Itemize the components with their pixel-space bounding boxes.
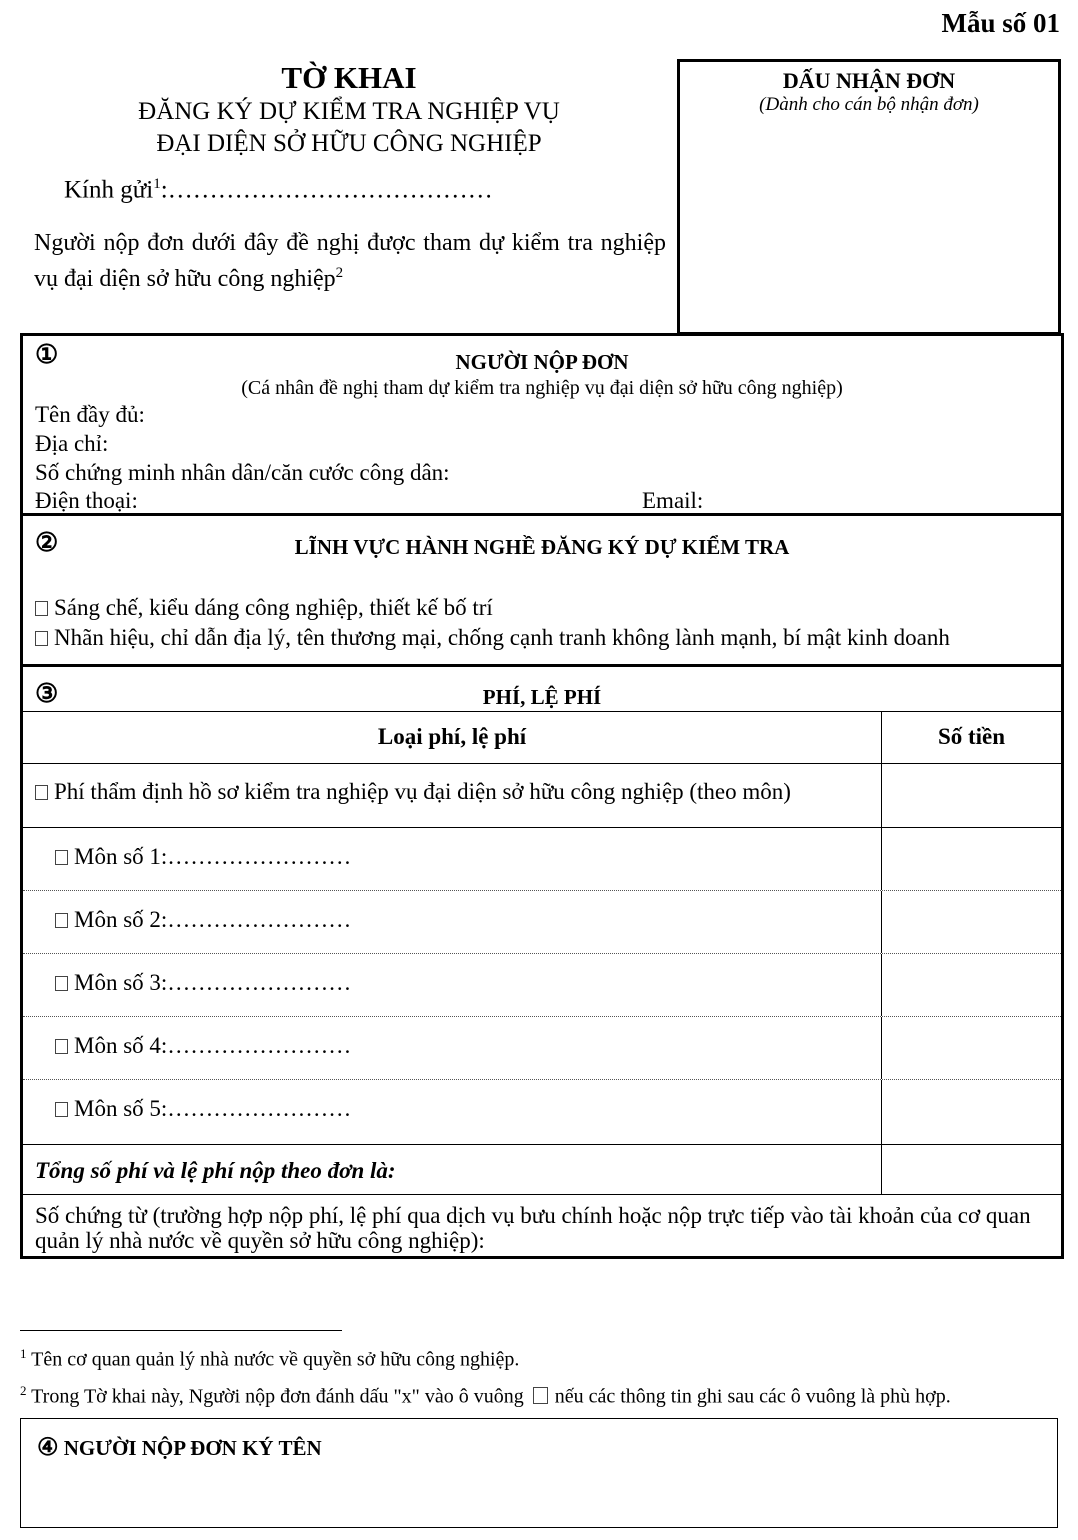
option-patent-label: Sáng chế, kiểu dáng công nghiệp, thiết kế bố trí [54,595,493,620]
email-field[interactable]: Email: [642,488,704,513]
fee-main-label [35,779,791,805]
form-subtitle-1: ĐĂNG KÝ DỰ KIỂM TRA NGHIỆP VỤ [138,98,560,125]
subject-1: Môn số 1:…………………… [74,844,352,869]
section-applicant [20,333,1064,516]
section-4-header [37,1433,322,1462]
checkbox[interactable] [55,976,68,991]
amount-cell[interactable] [881,954,1061,1016]
col-fee-type: Loại phí, lệ phí [377,724,527,749]
subject-2: Môn số 2:…………………… [74,907,352,932]
option-patent[interactable] [35,595,493,621]
receipt-text: Số chứng từ (trường hợp nộp phí, lệ phí qua dịch vụ bưu chính hoặc nộp trực tiếp vào tài khoản của cơ quan quản lý nhà nước về quyền sở hữu công nghiệp): [35,1203,1031,1253]
id-number-field[interactable]: Số chứng minh nhân dân/căn cước công dân: [35,460,450,485]
fee-table-header [23,711,1061,763]
subject-label [55,907,351,933]
subject-label [55,970,351,996]
total-row[interactable] [23,1144,1061,1194]
footnote-1-text: Tên cơ quan quản lý nhà nước về quyền sở hữu công nghiệp. [31,1348,520,1371]
footnote-2-text-b: nếu các thông tin ghi sau các ô vuông là phù hợp. [554,1385,951,1408]
section-3-number: ③ [35,679,59,708]
checkbox[interactable] [55,1039,68,1054]
full-name-field[interactable]: Tên đầy đủ: [35,402,145,427]
total-label: Tổng số phí và lệ phí nộp theo đơn là: [35,1158,396,1183]
section-2-number: ② [35,528,59,557]
section-2-title: LĨNH VỰC HÀNH NGHỀ ĐĂNG KÝ DỰ KIỂM TRA [294,535,790,559]
col-amount: Số tiền [937,724,1006,749]
footnote-2-text-a: Trong Tờ khai này, Người nộp đơn đánh dấu "x" vào ô vuông [31,1385,524,1408]
receipt-row[interactable] [23,1194,1061,1256]
subject-4: Môn số 4:…………………… [74,1033,352,1058]
checkbox[interactable] [55,913,68,928]
form-title: TỜ KHAI [281,60,417,95]
section-1-subtitle: (Cá nhân đề nghị tham dự kiểm tra nghiệp vụ đại diện sở hữu công nghiệp) [241,377,843,399]
signature-box[interactable] [20,1418,1058,1528]
footnote-ref-2: 2 [335,265,344,281]
subject-label [55,1096,351,1122]
section-practice-field [20,513,1064,667]
fee-row-main[interactable] [23,763,1061,827]
total-amount-cell[interactable] [881,1145,1061,1194]
subject-row[interactable] [23,953,1061,1016]
subject-5: Môn số 5:…………………… [74,1096,352,1121]
kinh-gui-label: Kính gửi [64,176,154,204]
subject-row[interactable] [23,827,1061,890]
intro-body: Người nộp đơn dưới đây đề nghị được tham dự kiểm tra nghiệp vụ đại diện sở hữu công nghiệp [34,230,666,292]
footnote-1-number: 1 [20,1346,27,1361]
intro-text [34,228,666,294]
amount-cell[interactable] [881,764,1061,827]
amount-cell[interactable] [881,1017,1061,1079]
footnote-divider [20,1330,342,1331]
fee-main-text: Phí thẩm định hồ sơ kiểm tra nghiệp vụ đại diện sở hữu công nghiệp (theo môn) [54,779,791,804]
footnote-ref-1: 1 [153,176,161,192]
amount-cell[interactable] [881,828,1061,890]
subject-3: Môn số 3:…………………… [74,970,352,995]
subject-row[interactable] [23,1079,1061,1144]
stamp-title: DẤU NHẬN ĐƠN [782,68,956,93]
stamp-box [677,59,1061,335]
form-number: Mẫu số 01 [941,8,1060,38]
footnote-2-number: 2 [20,1383,27,1398]
col-amount-cell [881,712,1061,763]
section-4-number: ④ [37,1435,59,1461]
kinh-gui-line[interactable] [64,176,493,204]
section-4-title: NGƯỜI NỘP ĐƠN KÝ TÊN [63,1436,322,1460]
section-1-number: ① [35,340,59,369]
subject-row[interactable] [23,1016,1061,1079]
section-1-title: NGƯỜI NỘP ĐƠN [455,350,629,374]
checkbox[interactable] [35,601,48,616]
stamp-subtitle: (Dành cho cán bộ nhận đơn) [759,94,979,115]
section-3-title: PHÍ, LỆ PHÍ [482,685,602,709]
option-trademark-label: Nhãn hiệu, chỉ dẫn địa lý, tên thương mại, chống cạnh tranh không lành mạnh, bí mật kinh doanh [54,625,950,650]
subject-label [55,844,351,870]
kinh-gui-dots: :………………………………… [160,176,493,204]
phone-field[interactable]: Điện thoại: [35,488,138,513]
section-fees [20,664,1064,1259]
checkbox[interactable] [55,850,68,865]
checkbox[interactable] [35,785,48,800]
subject-row[interactable] [23,890,1061,953]
subject-label [55,1033,351,1059]
amount-cell[interactable] [881,1080,1061,1144]
form-subtitle-2: ĐẠI DIỆN SỞ HỮU CÔNG NGHIỆP [156,130,542,157]
address-field[interactable]: Địa chỉ: [35,431,109,456]
footnote-1 [20,1346,519,1372]
option-trademark[interactable] [35,625,950,651]
checkbox[interactable] [55,1102,68,1117]
footnote-2 [20,1383,951,1409]
checkbox-icon [533,1387,548,1404]
amount-cell[interactable] [881,891,1061,953]
checkbox[interactable] [35,631,48,646]
